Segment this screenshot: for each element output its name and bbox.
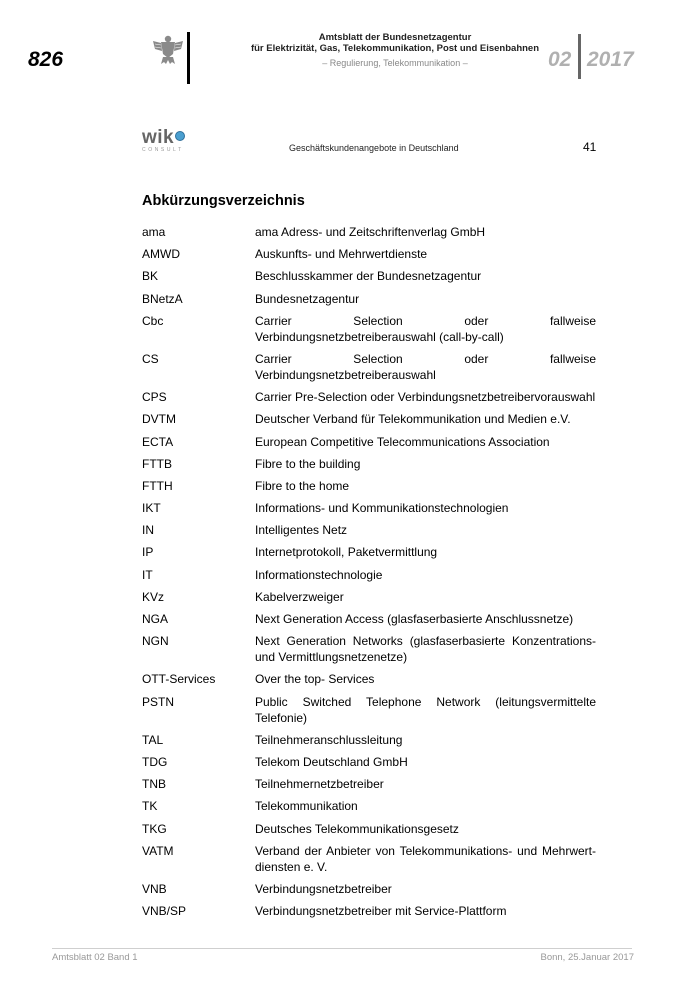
abbreviation-term: BK [142, 269, 159, 284]
abbreviation-row [142, 500, 596, 522]
abbreviation-term: IKT [142, 501, 161, 516]
abbreviation-meaning: Bundesnetzagentur [255, 291, 360, 306]
document-header-title: Geschäftskundenangebote in Deutschland [289, 143, 459, 153]
abbreviation-term: Cbc [142, 313, 164, 328]
abbreviation-row [142, 478, 596, 500]
abbreviation-row [142, 351, 596, 389]
masthead-line-3: – Regulierung, Telekommunikation – [322, 58, 468, 68]
abbreviation-row [142, 522, 596, 544]
abbreviation-term: OTT-Services [142, 672, 216, 687]
abbreviation-row [142, 456, 596, 478]
masthead-line-1: Amtsblatt der Bundesnetzagentur [318, 32, 472, 43]
abbreviation-term: AMWD [142, 247, 180, 262]
issue-number: 02 [548, 48, 572, 71]
abbreviation-term: VNB [142, 881, 167, 896]
abbreviation-meaning: Public Switched Telephone Network (leitungsvermittelte Telefonie) [255, 694, 596, 725]
abbreviation-meaning: Verband der Anbieter von Telekommunikations- und Mehrwert-diensten e. V. [255, 843, 596, 874]
abbreviation-meaning: Informationstechnologie [255, 567, 383, 582]
abbreviation-meaning: Internetprotokoll, Paketvermittlung [255, 545, 438, 560]
abbreviation-row [142, 246, 596, 268]
abbreviation-row [142, 633, 596, 671]
page-number: 826 [28, 48, 64, 71]
abbreviation-term: BNetzA [142, 291, 183, 306]
abbreviation-row [142, 544, 596, 566]
abbreviation-row [142, 903, 596, 925]
abbreviation-row [142, 881, 596, 903]
abbreviation-row [142, 732, 596, 754]
abbreviation-meaning: Fibre to the building [255, 456, 361, 471]
abbreviation-row [142, 567, 596, 589]
logo-subtext: CONSULT [142, 147, 184, 153]
abbreviation-row [142, 754, 596, 776]
abbreviation-meaning: Telekom Deutschland GmbH [255, 754, 408, 769]
abbreviation-meaning: Verbindungsnetzbetreiber mit Service-Plattform [255, 904, 507, 919]
abbreviation-term: TAL [142, 732, 164, 747]
abbreviation-row [142, 389, 596, 411]
wik-consult-logo [142, 127, 185, 153]
abbreviation-meaning: Verbindungsnetzbetreiber [255, 881, 392, 896]
abbreviation-term: TKG [142, 821, 167, 836]
abbreviation-row [142, 268, 596, 290]
abbreviation-row [142, 224, 596, 246]
abbreviation-meaning: Informations- und Kommunikationstechnologien [255, 501, 509, 516]
abbreviation-meaning: ama Adress- und Zeitschriftenverlag GmbH [255, 225, 486, 239]
logo-text: wik [142, 127, 175, 148]
abbreviation-list [142, 224, 596, 925]
footer-date: Bonn, 25.Januar 2017 [540, 952, 634, 963]
abbreviation-meaning: Next Generation Networks (glasfaserbasierte Konzentrations- und Vermittlungsnetzenetze) [255, 634, 596, 665]
abbreviation-meaning: Deutscher Verband für Telekommunikation und Medien e.V. [255, 412, 571, 427]
abbreviation-term: NGA [142, 612, 169, 626]
abbreviation-row [142, 313, 596, 351]
abbreviation-term: KVz [142, 589, 165, 604]
abbreviation-term: TDG [142, 754, 168, 769]
masthead-line-2: für Elektrizität, Gas, Telekommunikation, Post und Eisenbahnen [250, 43, 540, 54]
abbreviation-meaning: Teilnehmeranschlussleitung [255, 732, 403, 747]
abbreviation-term: TNB [142, 777, 166, 792]
abbreviation-meaning: European Competitive Telecommunications Association [255, 434, 550, 449]
issue-year: 2017 [587, 48, 634, 71]
globe-icon [175, 131, 185, 141]
abbreviation-row [142, 821, 596, 843]
abbreviation-row [142, 589, 596, 611]
abbreviation-term: CS [142, 351, 159, 366]
abbreviation-row [142, 671, 596, 693]
abbreviation-row [142, 411, 596, 433]
abbreviation-term: ama [142, 225, 166, 239]
masthead-divider-left [187, 32, 190, 84]
abbreviation-term: CPS [142, 390, 167, 405]
abbreviation-term: IT [142, 567, 153, 582]
abbreviation-row [142, 434, 596, 456]
abbreviation-meaning: Auskunfts- und Mehrwertdienste [255, 247, 428, 262]
abbreviation-meaning: Carrier Selection oder fallweise Verbindungsnetzbetreiberauswahl [255, 351, 596, 382]
abbreviation-term: IP [142, 545, 154, 560]
abbreviation-term: VATM [142, 843, 174, 858]
abbreviation-row [142, 776, 596, 798]
abbreviation-meaning: Fibre to the home [255, 478, 350, 493]
abbreviation-meaning: Over the top- Services [255, 672, 375, 687]
footer-divider [52, 948, 632, 949]
section-title: Abkürzungsverzeichnis [142, 193, 305, 209]
abbreviation-row [142, 291, 596, 313]
abbreviation-row [142, 694, 596, 732]
abbreviation-meaning: Intelligentes Netz [255, 523, 348, 538]
abbreviation-meaning: Next Generation Access (glasfaserbasierte Anschlussnetze) [255, 612, 574, 626]
abbreviation-meaning: Kabelverzweiger [255, 589, 344, 604]
abbreviation-term: NGN [142, 634, 169, 649]
masthead-divider-right [578, 34, 581, 79]
abbreviation-row [142, 611, 596, 633]
abbreviation-meaning: Carrier Selection oder fallweise Verbindungsnetzbetreiberauswahl (call-by-call) [255, 313, 596, 344]
footer-publication: Amtsblatt 02 Band 1 [52, 952, 138, 963]
abbreviation-meaning: Carrier Pre-Selection oder Verbindungsnetzbetreibervorauswahl [255, 390, 596, 405]
abbreviation-term: ECTA [142, 434, 174, 449]
abbreviation-meaning: Deutsches Telekommunikationsgesetz [255, 821, 459, 836]
abbreviation-meaning: Telekommunikation [255, 799, 358, 814]
abbreviation-term: PSTN [142, 694, 175, 709]
abbreviation-row [142, 798, 596, 820]
masthead-title-block [200, 32, 590, 69]
abbreviation-row [142, 843, 596, 881]
abbreviation-term: FTTH [142, 478, 173, 493]
abbreviation-meaning: Teilnehmernetzbetreiber [255, 777, 384, 792]
abbreviation-term: IN [142, 523, 154, 538]
federal-eagle-icon [151, 32, 185, 66]
abbreviation-term: DVTM [142, 412, 176, 427]
abbreviation-term: TK [142, 799, 158, 814]
document-page-number: 41 [583, 140, 597, 154]
abbreviation-term: FTTB [142, 456, 172, 471]
abbreviation-term: VNB/SP [142, 904, 187, 919]
abbreviation-meaning: Beschlusskammer der Bundesnetzagentur [255, 269, 482, 284]
